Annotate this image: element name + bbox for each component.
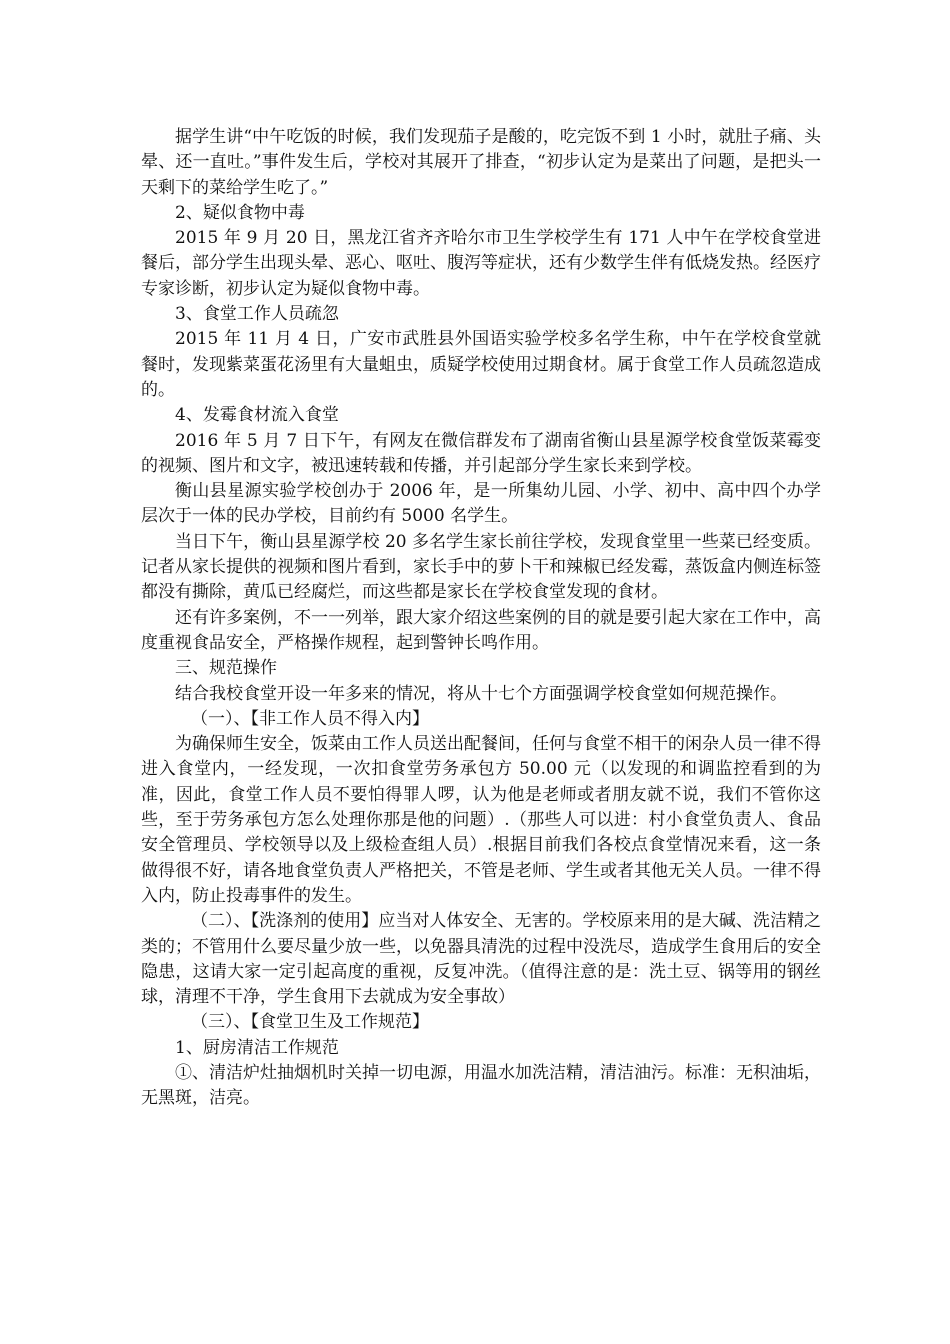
paragraph: 2015 年 9 月 20 日，黑龙江省齐齐哈尔市卫生学校学生有 171 人中午在学校食堂进餐后，部分学生出现头晕、恶心、呕吐、腹泻等症状，还有少数学生伴有低烧发热。经医疗专家诊断，初步认定为疑似食物中毒。 xyxy=(141,228,821,299)
paragraph: 2015 年 11 月 4 日，广安市武胜县外国语实验学校多名学生称，中午在学校食堂就餐时，发现紫菜蛋花汤里有大量蛆虫，质疑学校使用过期食材。属于食堂工作人员疏忽造成的。 xyxy=(141,329,821,400)
paragraph: 还有许多案例，不一一列举，跟大家介绍这些案例的目的就是要引起大家在工作中，高度重视食品安全，严格操作规程，起到警钟长鸣作用。 xyxy=(141,607,821,653)
section-heading: 3、食堂工作人员疏忽 xyxy=(175,304,339,325)
subsection-heading: （三）、【食堂卫生及工作规范】 xyxy=(191,1012,429,1033)
paragraph: ①、清洁炉灶抽烟机时关掉一切电源，用温水加洗洁精，清洁油污。标准：无积油垢，无黑斑，洁亮。 xyxy=(141,1062,821,1109)
section-heading: 4、发霉食材流入食堂 xyxy=(175,405,339,426)
section-heading: 三、规范操作 xyxy=(175,658,277,679)
subsection-paragraph: （二）、【洗涤剂的使用】应当对人体安全、无害的。学校原来用的是大碱、洗洁精之类的；不管用什么要尽量少放一些，以免器具清洗的过程中没洗尽，造成学生食用后的安全隐患，这请大家一定引起高度的重视，反复冲洗。（值得注意的是：洗土豆、锅等用的钢丝球，清理不干净，学生食用下去就成为安全事故） xyxy=(141,911,821,1008)
paragraph: 衡山县星源实验学校创办于 2006 年，是一所集幼儿园、小学、初中、高中四个办学层次于一体的民办学校，目前约有 5000 名学生。 xyxy=(141,481,821,527)
section-heading: 1、厨房清洁工作规范 xyxy=(175,1037,339,1058)
paragraph: 结合我校食堂开设一年多来的情况，将从十七个方面强调学校食堂如何规范操作。 xyxy=(175,683,787,704)
paragraph: 为确保师生安全，饭菜由工作人员送出配餐间，任何与食堂不相干的闲杂人员一律不得进入食堂内，一经发现，一次扣食堂劳务承包方 50.00 元（以发现的和调监控看到的为准，因此，食堂工作人员不要怕得罪人啰，认为他是老师或者朋友就不说，我们不管你这些，至于劳务承包方怎么处理你那是他的问题）.（那些人可以进：村小食堂负责人、食品安全管理员、学校领导以及上级检查组人员）.根据目前我们各校点食堂情况来看，这一条做得很不好，请各地食堂负责人严格把关，不管是老师、学生或者其他无关人员。一律不得入内，防止投毒事件的发生。 xyxy=(141,734,821,906)
paragraph: 当日下午，衡山县星源学校 20 多名学生家长前往学校，发现食堂里一些菜已经变质。记者从家长提供的视频和图片看到，家长手中的萝卜干和辣椒已经发霉，蒸饭盒内侧连标签都没有撕除，黄瓜已经腐烂，而这些都是家长在学校食堂发现的食材。 xyxy=(141,531,821,603)
paragraph: 据学生讲“中午吃饭的时候，我们发现茄子是酸的，吃完饭不到 1 小时，就肚子痛、头晕、还一直吐。”事件发生后，学校对其展开了排查，“初步认定为是菜出了问题，是把头一天剩下的菜给学生吃了。” xyxy=(141,127,821,198)
subsection-heading: （一）、【非工作人员不得入内】 xyxy=(191,708,429,729)
paragraph: 2016 年 5 月 7 日下午，有网友在微信群发布了湖南省衡山县星源学校食堂饭菜霉变的视频、图片和文字，被迅速转载和传播，并引起部分学生家长来到学校。 xyxy=(141,430,821,476)
section-heading: 2、疑似食物中毒 xyxy=(175,202,305,223)
document-body xyxy=(141,125,821,1112)
